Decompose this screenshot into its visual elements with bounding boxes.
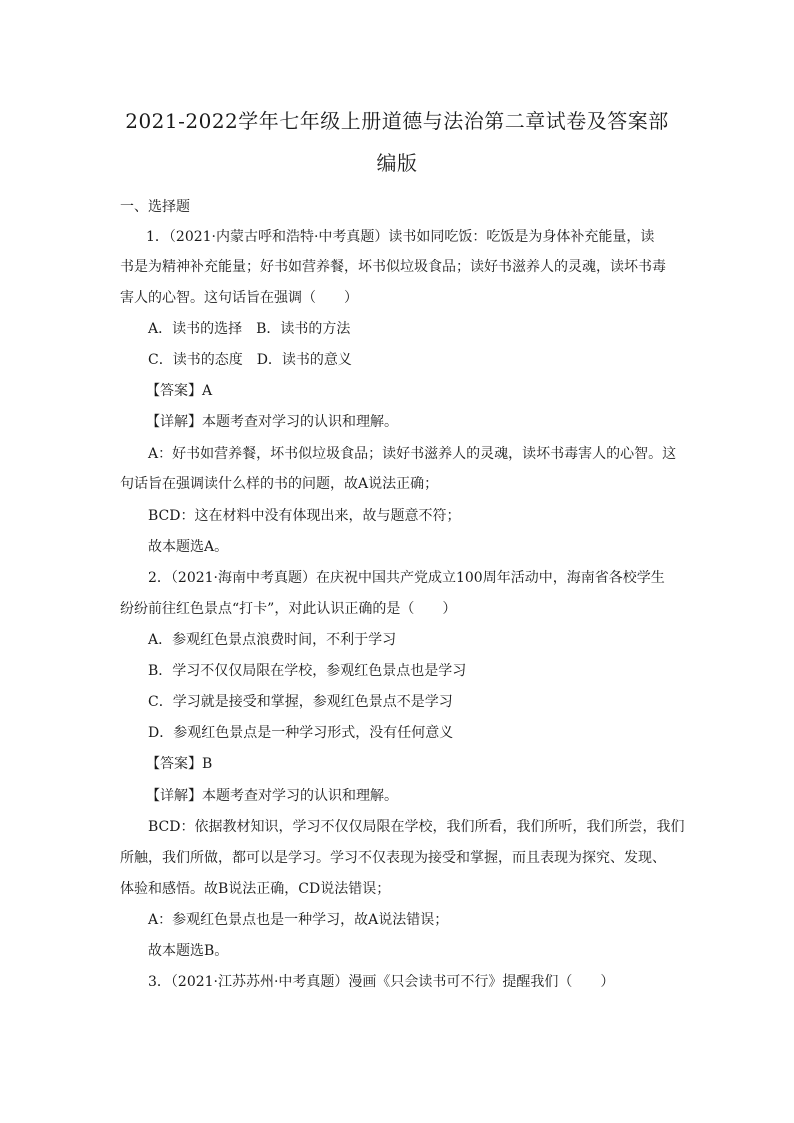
q1-options-line-1: A．读书的选择 B．读书的方法 bbox=[148, 321, 351, 337]
q1-explanation-a-line-2: 句话旨在强调读什么样的书的问题，故A说法正确； bbox=[120, 476, 439, 492]
q2-conclusion: 故本题选B。 bbox=[148, 943, 229, 959]
q2-option-a: A．参观红色景点浪费时间，不利于学习 bbox=[148, 632, 397, 648]
section-heading: 一、选择题 bbox=[120, 199, 190, 215]
q2-stem-line-1: 2．（2021·海南中考真题）在庆祝中国共产党成立100周年活动中，海南省各校学生 bbox=[148, 570, 665, 586]
title-line-1: 2021-2022学年七年级上册道德与法治第二章试卷及答案部 bbox=[125, 109, 669, 133]
q1-answer: 【答案】A bbox=[146, 383, 213, 399]
q1-explanation-a-line-1: A：好书如营养餐，坏书似垃圾食品；读好书滋养人的灵魂，读坏书毒害人的心智。这 bbox=[148, 446, 677, 462]
q3-stem-line-1: 3．（2021·江苏苏州·中考真题）漫画《只会读书可不行》提醒我们（ ） bbox=[148, 974, 615, 990]
q2-explanation-bcd-line-3: 体验和感悟。故B说法正确，CD说法错误； bbox=[120, 881, 391, 897]
q2-stem-line-2: 纷纷前往红色景点“打卡”，对此认识正确的是（ ） bbox=[120, 601, 457, 617]
q2-option-b: B．学习不仅仅局限在学校，参观红色景点也是学习 bbox=[148, 663, 467, 679]
q2-answer: 【答案】B bbox=[146, 756, 213, 772]
q2-explanation-bcd-line-2: 所触，我们所做，都可以是学习。学习不仅表现为接受和掌握，而且表现为探究、发现、 bbox=[120, 850, 666, 866]
q1-conclusion: 故本题选A。 bbox=[148, 539, 229, 555]
q1-detail: 【详解】本题考查对学习的认识和理解。 bbox=[146, 414, 398, 430]
q2-explanation-bcd-line-1: BCD：依据教材知识，学习不仅仅局限在学校，我们所看，我们所听，我们所尝，我们 bbox=[148, 819, 685, 835]
q2-explanation-a: A：参观红色景点也是一种学习，故A说法错误； bbox=[148, 912, 449, 928]
q2-option-d: D．参观红色景点是一种学习形式，没有任何意义 bbox=[148, 725, 454, 741]
q1-stem-line-1: 1．（2021·内蒙古呼和浩特·中考真题）读书如同吃饭：吃饭是为身体补充能量，读 bbox=[146, 229, 655, 245]
title-line-2: 编版 bbox=[376, 151, 418, 175]
q2-detail: 【详解】本题考查对学习的认识和理解。 bbox=[146, 788, 398, 804]
q1-stem-line-3: 害人的心智。这句话旨在强调（ ） bbox=[120, 290, 358, 306]
q1-explanation-bcd: BCD：这在材料中没有体现出来，故与题意不符； bbox=[148, 508, 461, 524]
q2-option-c: C．学习就是接受和掌握，参观红色景点不是学习 bbox=[148, 694, 453, 710]
q1-options-line-2: C．读书的态度 D．读书的意义 bbox=[148, 352, 352, 368]
document-title bbox=[100, 100, 694, 184]
q1-stem-line-2: 书是为精神补充能量；好书如营养餐，坏书似垃圾食品；读好书滋养人的灵魂，读坏书毒 bbox=[120, 259, 666, 275]
